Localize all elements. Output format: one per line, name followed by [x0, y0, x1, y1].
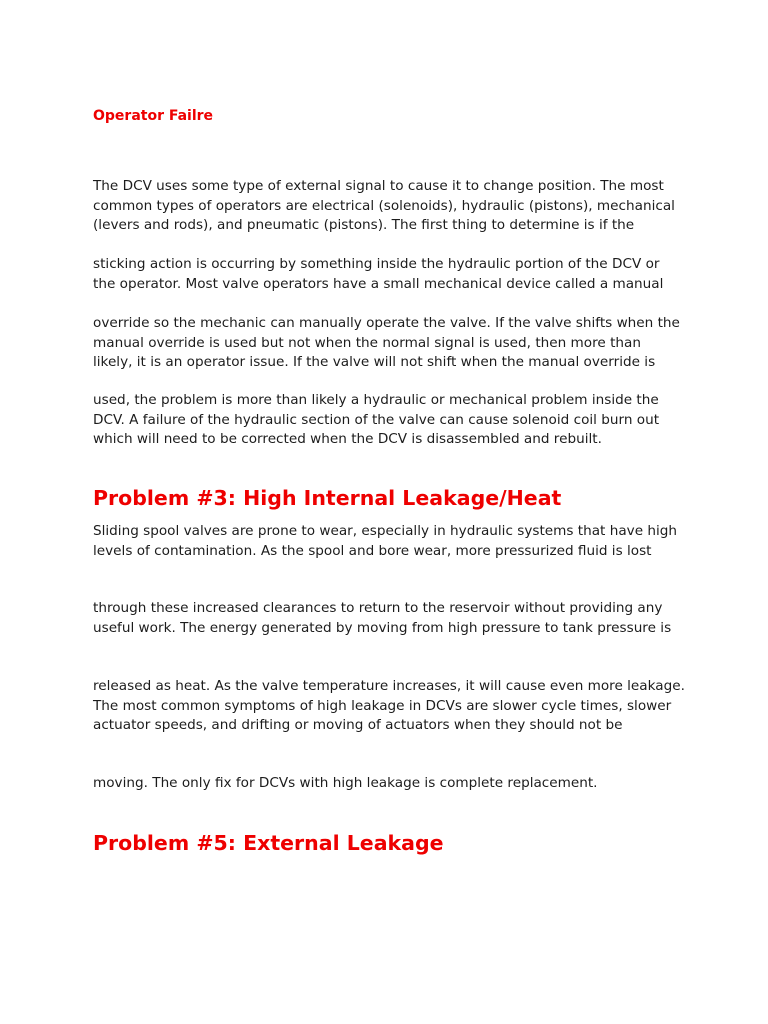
heading-problem-3: Problem #3: High Internal Leakage/Heat	[93, 486, 562, 510]
text-line: The most common symptoms of high leakage in DCVs are slower cycle times, slower	[93, 697, 672, 714]
text-line: useful work. The energy generated by moving from high pressure to tank pressure is	[93, 619, 672, 636]
text-line: levels of contamination. As the spool and bore wear, more pressurized fluid is lost	[93, 542, 652, 559]
paragraph-5	[93, 522, 693, 561]
text-line: sticking action is occurring by something inside the hydraulic portion of the DCV or	[93, 256, 660, 272]
text-line: The DCV uses some type of external signal to cause it to change position. The most	[93, 178, 664, 194]
text-line: released as heat. As the valve temperature increases, it will cause even more leakage.	[93, 678, 685, 694]
text-line: actuator speeds, and drifting or moving of actuators when they should not be	[93, 717, 623, 733]
paragraph-3	[93, 314, 693, 373]
heading-operator-failure: Operator Failre	[93, 108, 214, 124]
text-line: used, the problem is more than likely a hydraulic or mechanical problem inside the	[93, 392, 659, 408]
text-line: likely, it is an operator issue. If the valve will not shift when the manual override is	[93, 354, 656, 370]
paragraph-1	[93, 177, 693, 236]
text-line: the operator. Most valve operators have a small mechanical device called a manual	[93, 275, 664, 292]
paragraph-6	[93, 599, 693, 638]
text-line: Sliding spool valves are prone to wear, especially in hydraulic systems that have high	[93, 523, 678, 539]
heading-problem-5: Problem #5: External Leakage	[93, 831, 444, 855]
paragraph-7	[93, 677, 693, 736]
text-line: moving. The only fix for DCVs with high leakage is complete replacement.	[93, 775, 598, 791]
text-line: which will need to be corrected when the DCV is disassembled and rebuilt.	[93, 431, 602, 447]
text-line: common types of operators are electrical (solenoids), hydraulic (pistons), mechanical	[93, 197, 675, 214]
text-line: manual override is used but not when the normal signal is used, then more than	[93, 334, 641, 351]
paragraph-8	[93, 774, 693, 794]
text-line: override so the mechanic can manually operate the valve. If the valve shifts when the	[93, 315, 680, 331]
text-line: (levers and rods), and pneumatic (pistons). The first thing to determine is if the	[93, 217, 635, 233]
paragraph-4	[93, 391, 693, 450]
text-line: DCV. A failure of the hydraulic section of the valve can cause solenoid coil burn out	[93, 411, 660, 428]
paragraph-2	[93, 255, 693, 294]
text-line: through these increased clearances to return to the reservoir without providing any	[93, 600, 663, 616]
